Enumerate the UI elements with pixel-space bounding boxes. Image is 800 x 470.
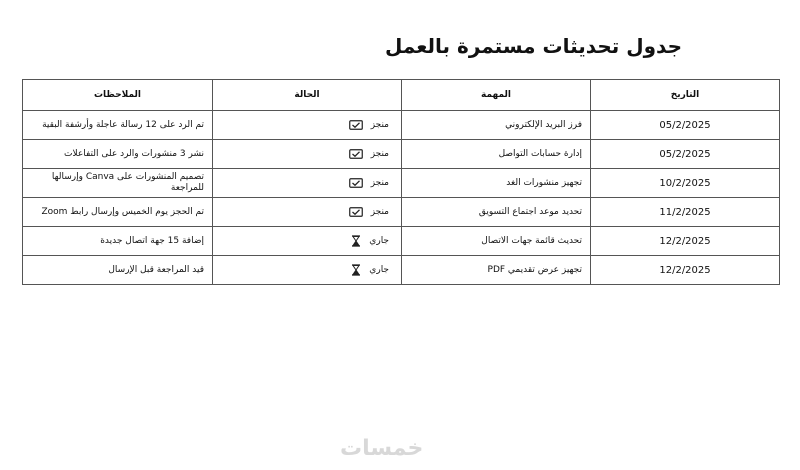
status-label: منجز — [370, 148, 389, 159]
status-label: منجز — [370, 206, 389, 217]
checkbox-icon — [349, 149, 363, 159]
cell-date: 12/2/2025 — [591, 227, 780, 256]
cell-status — [213, 169, 402, 198]
cell-task: تجهيز منشورات الغد — [402, 169, 591, 198]
cell-task: تحديث قائمة جهات الاتصال — [402, 227, 591, 256]
cell-notes: تم الرد على 12 رسالة عاجلة وأرشفة البقية — [23, 111, 213, 140]
table-row — [23, 111, 780, 140]
cell-status — [213, 140, 402, 169]
cell-date: 10/2/2025 — [591, 169, 780, 198]
updates-table — [22, 79, 780, 285]
table-body — [23, 111, 780, 285]
status-label: منجز — [370, 177, 389, 188]
checkbox-icon — [349, 178, 363, 188]
cell-date: 12/2/2025 — [591, 256, 780, 285]
header-date: التاريخ — [591, 80, 780, 111]
cell-status — [213, 198, 402, 227]
cell-status — [213, 111, 402, 140]
table-row — [23, 198, 780, 227]
cell-notes: قيد المراجعة قبل الإرسال — [23, 256, 213, 285]
checkbox-icon — [349, 120, 363, 130]
cell-date: 11/2/2025 — [591, 198, 780, 227]
header-status: الحالة — [213, 80, 402, 111]
page-title: جدول تحديثات مستمرة بالعمل — [384, 34, 682, 58]
cell-notes: إضافة 15 جهة اتصال جديدة — [23, 227, 213, 256]
cell-date: 05/2/2025 — [591, 111, 780, 140]
cell-status — [213, 256, 402, 285]
hourglass-icon — [351, 235, 361, 247]
table-row — [23, 256, 780, 285]
cell-status — [213, 227, 402, 256]
table-header-row — [23, 80, 780, 111]
cell-task: تجهيز عرض تقديمي PDF — [402, 256, 591, 285]
status-label: منجز — [370, 119, 389, 130]
watermark-logo: خمسات — [340, 436, 424, 461]
header-notes: الملاحظات — [23, 80, 213, 111]
table-row — [23, 227, 780, 256]
cell-notes: تم الحجز يوم الخميس وإرسال رابط Zoom — [23, 198, 213, 227]
cell-notes: تصميم المنشورات على Canva وإرسالها للمراجعة — [23, 169, 213, 198]
checkbox-icon — [349, 207, 363, 217]
cell-task: إدارة حسابات التواصل — [402, 140, 591, 169]
cell-task: فرز البريد الإلكتروني — [402, 111, 591, 140]
table-row — [23, 140, 780, 169]
cell-notes: نشر 3 منشورات والرد على التفاعلات — [23, 140, 213, 169]
cell-task: تحديد موعد اجتماع التسويق — [402, 198, 591, 227]
table-row — [23, 169, 780, 198]
status-label: جاري — [369, 235, 389, 246]
hourglass-icon — [351, 264, 361, 276]
status-label: جاري — [369, 264, 389, 275]
header-task: المهمة — [402, 80, 591, 111]
cell-date: 05/2/2025 — [591, 140, 780, 169]
